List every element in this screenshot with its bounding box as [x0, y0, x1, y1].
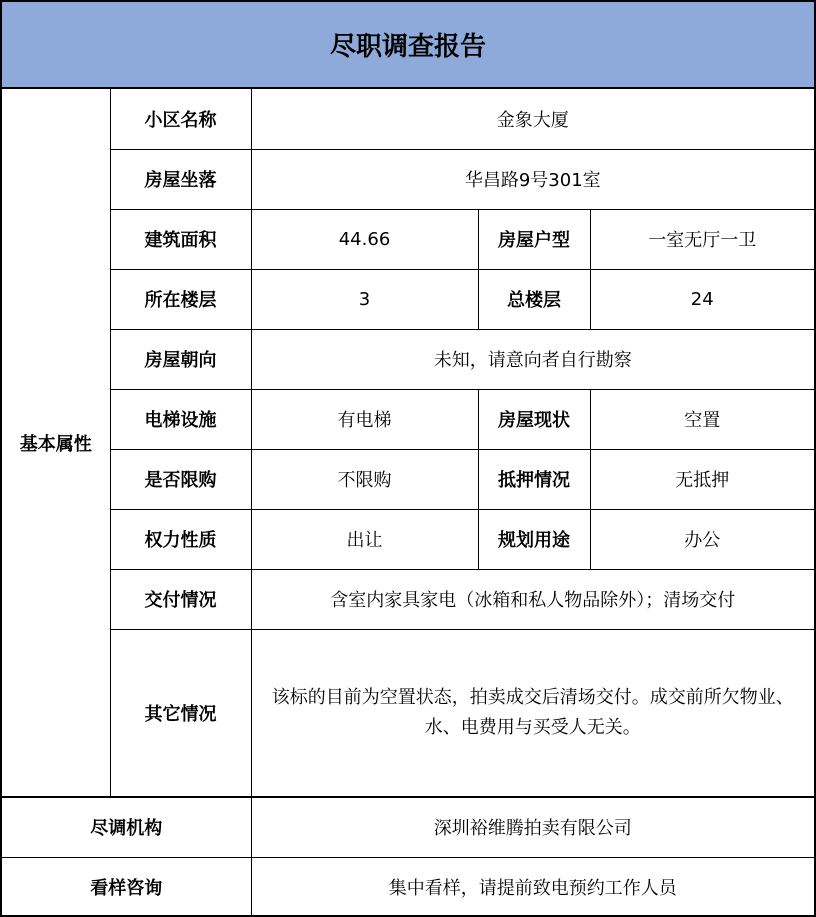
usage-value: 办公: [590, 509, 814, 569]
floor-label: 所在楼层: [110, 269, 251, 329]
layout-value: 一室无厅一卫: [590, 209, 814, 269]
property-table: [2, 89, 814, 917]
agency-label: 尽调机构: [2, 797, 251, 857]
rights-value: 出让: [251, 509, 478, 569]
viewing-label: 看样咨询: [2, 857, 251, 917]
total-floors-label: 总楼层: [478, 269, 590, 329]
delivery-value: 含室内家具家电（冰箱和私人物品除外）；清场交付: [251, 569, 814, 629]
table-row: [2, 209, 814, 269]
status-value: 空置: [590, 389, 814, 449]
delivery-label: 交付情况: [110, 569, 251, 629]
mortgage-label: 抵押情况: [478, 449, 590, 509]
table-row: [2, 149, 814, 209]
usage-label: 规划用途: [478, 509, 590, 569]
table-row: [2, 569, 814, 629]
mortgage-value: 无抵押: [590, 449, 814, 509]
table-row: [2, 269, 814, 329]
table-row: [2, 89, 814, 149]
total-floors-value: 24: [590, 269, 814, 329]
table-row: [2, 629, 814, 797]
table-row: [2, 857, 814, 917]
table-row: [2, 449, 814, 509]
location-label: 房屋坐落: [110, 149, 251, 209]
purchase-limit-value: 不限购: [251, 449, 478, 509]
agency-value: 深圳裕维腾拍卖有限公司: [251, 797, 814, 857]
area-value: 44.66: [251, 209, 478, 269]
purchase-limit-label: 是否限购: [110, 449, 251, 509]
table-row: [2, 509, 814, 569]
viewing-value: 集中看样，请提前致电预约工作人员: [251, 857, 814, 917]
table-row: [2, 389, 814, 449]
report-title: 尽职调查报告: [2, 2, 814, 89]
group-label-basic-attributes: 基本属性: [2, 89, 110, 797]
elevator-value: 有电梯: [251, 389, 478, 449]
area-label: 建筑面积: [110, 209, 251, 269]
rights-label: 权力性质: [110, 509, 251, 569]
orientation-label: 房屋朝向: [110, 329, 251, 389]
other-label: 其它情况: [110, 629, 251, 797]
elevator-label: 电梯设施: [110, 389, 251, 449]
other-value: 该标的目前为空置状态，拍卖成交后清场交付。成交前所欠物业、水、电费用与买受人无关。: [251, 629, 814, 797]
orientation-value: 未知，请意向者自行勘察: [251, 329, 814, 389]
layout-label: 房屋户型: [478, 209, 590, 269]
table-row: [2, 797, 814, 857]
status-label: 房屋现状: [478, 389, 590, 449]
floor-value: 3: [251, 269, 478, 329]
community-name-value: 金象大厦: [251, 89, 814, 149]
location-value: 华昌路9号301室: [251, 149, 814, 209]
community-name-label: 小区名称: [110, 89, 251, 149]
table-row: [2, 329, 814, 389]
